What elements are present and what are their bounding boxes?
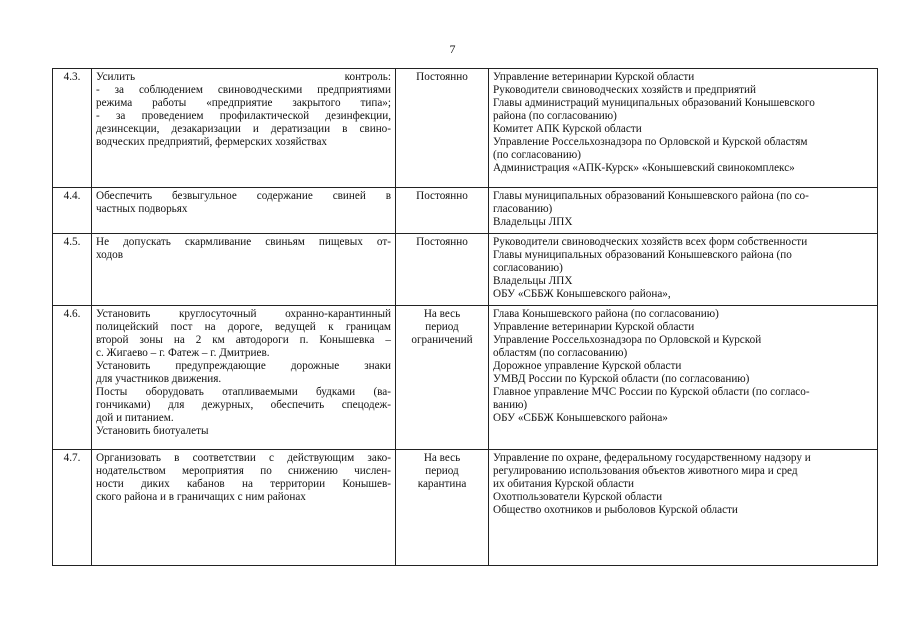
- term-line: На весь: [423, 452, 461, 464]
- executor-line: Дорожное управление Курской области: [493, 360, 682, 372]
- executor-line: ванию): [493, 399, 528, 411]
- term-line: период: [425, 321, 459, 333]
- action-line: водческих предприятий, фермерских хозяйствах: [96, 136, 327, 148]
- executor-line: УМВД России по Курской области (по согласованию): [493, 373, 750, 385]
- executor-line: (по согласованию): [493, 149, 581, 161]
- executor-line: регулированию использования объектов животного мира и сред: [493, 465, 798, 477]
- executor-line: Владельцы ЛПХ: [493, 275, 573, 287]
- term-cell: [396, 69, 489, 188]
- action-line: дой и питанием.: [96, 412, 174, 424]
- executor-line: согласованию): [493, 262, 563, 274]
- action-line: Установить круглосуточный охранно-карантинный: [96, 308, 391, 320]
- action-line: для участников движения.: [96, 373, 222, 385]
- executor-line: Охотпользователи Курской области: [493, 491, 663, 503]
- action-line: ского района и в граничащих с ним районах: [96, 491, 306, 503]
- executor-line: Владельцы ЛПХ: [493, 216, 573, 228]
- action-line: Не допускать скармливание свиньям пищевых от-: [96, 236, 391, 248]
- action-line: ходов: [96, 249, 124, 261]
- term-line: На весь: [423, 308, 461, 320]
- row-number: 4.4.: [53, 188, 92, 234]
- action-line: ности диких кабанов на территории Конышев-: [96, 478, 391, 490]
- executor-line: Глава Конышевского района (по согласованию): [493, 308, 719, 320]
- executor-line: Главное управление МЧС России по Курской области (по согласо-: [493, 386, 810, 398]
- action-line: нодательством мероприятия по снижению числен-: [96, 465, 391, 477]
- term-cell: [396, 306, 489, 450]
- action-line: частных подворьях: [96, 203, 188, 215]
- executor-line: Управление Россельхознадзора по Орловской и Курской: [493, 334, 762, 346]
- executor-line: района (по согласованию): [493, 110, 617, 122]
- page-number: 7: [449, 42, 456, 56]
- executor-line: областям (по согласованию): [493, 347, 628, 359]
- term-line: карантина: [417, 478, 467, 490]
- action-cell: [92, 188, 396, 234]
- table-row: [53, 234, 878, 306]
- action-cell: [92, 234, 396, 306]
- executor-line: Главы муниципальных образований Конышевского района (по со-: [493, 190, 809, 202]
- row-number: 4.3.: [53, 69, 92, 188]
- term-cell: [396, 450, 489, 566]
- action-cell: [92, 306, 396, 450]
- row-number: 4.5.: [53, 234, 92, 306]
- action-line: Усилить контроль:: [96, 71, 391, 83]
- executor-line: Руководители свиноводческих хозяйств и предприятий: [493, 84, 756, 96]
- term-cell: [396, 234, 489, 306]
- executor-line: Главы администраций муниципальных образований Конышевского: [493, 97, 815, 109]
- table-row: [53, 450, 878, 566]
- executors-cell: [489, 188, 878, 234]
- executor-line: Администрация «АПК-Курск» «Конышевский свинокомплекс»: [493, 162, 795, 174]
- executor-line: гласованию): [493, 203, 553, 215]
- term-line: Постоянно: [416, 190, 468, 202]
- term-line: период: [425, 465, 459, 477]
- executor-line: Управление ветеринарии Курской области: [493, 71, 695, 83]
- measures-table: [52, 68, 878, 566]
- executors-cell: [489, 306, 878, 450]
- action-line: Организовать в соответствии с действующим зако-: [96, 452, 391, 464]
- action-line: Установить предупреждающие дорожные знаки: [96, 360, 391, 372]
- action-line: режима работы «предприятие закрытого типа»;: [96, 97, 391, 109]
- executor-line: ОБУ «СББЖ Конышевского района»,: [493, 288, 671, 300]
- action-line: Посты оборудовать отапливаемыми будками (ва-: [96, 386, 391, 398]
- action-line: Обеспечить безвыгульное содержание свиней в: [96, 190, 391, 202]
- executor-line: Общество охотников и рыболовов Курской области: [493, 504, 738, 516]
- action-line: гончиками) для дежурных, обеспечить спецодеж-: [96, 399, 391, 411]
- term-cell: [396, 188, 489, 234]
- term-line: ограничений: [411, 334, 473, 346]
- row-number: 4.7.: [53, 450, 92, 566]
- term-line: Постоянно: [416, 236, 468, 248]
- action-line: с. Жигаево – г. Фатеж – г. Дмитриев.: [96, 347, 270, 359]
- executor-line: Управление ветеринарии Курской области: [493, 321, 695, 333]
- executors-cell: [489, 450, 878, 566]
- executor-line: Управление по охране, федеральному государственному надзору и: [493, 452, 811, 464]
- table-row: [53, 69, 878, 188]
- action-cell: [92, 450, 396, 566]
- executor-line: их обитания Курской области: [493, 478, 634, 490]
- executor-line: Комитет АПК Курской области: [493, 123, 642, 135]
- table-row: [53, 306, 878, 450]
- executors-cell: [489, 69, 878, 188]
- action-line: - за проведением профилактической дезинфекции,: [96, 110, 391, 122]
- action-cell: [92, 69, 396, 188]
- executor-line: Руководители свиноводческих хозяйств всех форм собственности: [493, 236, 808, 248]
- term-line: Постоянно: [416, 71, 468, 83]
- row-number: 4.6.: [53, 306, 92, 450]
- action-line: Установить биотуалеты: [96, 425, 209, 437]
- action-line: второй зоны на 2 км автодороги п. Конышевка –: [96, 334, 391, 346]
- executor-line: Управление Россельхознадзора по Орловской и Курской областям: [493, 136, 808, 148]
- action-line: дезинсекции, дезакаризации и дератизации в свино-: [96, 123, 391, 135]
- table-row: [53, 188, 878, 234]
- executor-line: ОБУ «СББЖ Конышевского района»: [493, 412, 668, 424]
- action-line: - за соблюдением свиноводческими предприятиями: [96, 84, 391, 96]
- executors-cell: [489, 234, 878, 306]
- action-line: полицейский пост на дороге, ведущей к границам: [96, 321, 391, 333]
- executor-line: Главы муниципальных образований Конышевского района (по: [493, 249, 792, 261]
